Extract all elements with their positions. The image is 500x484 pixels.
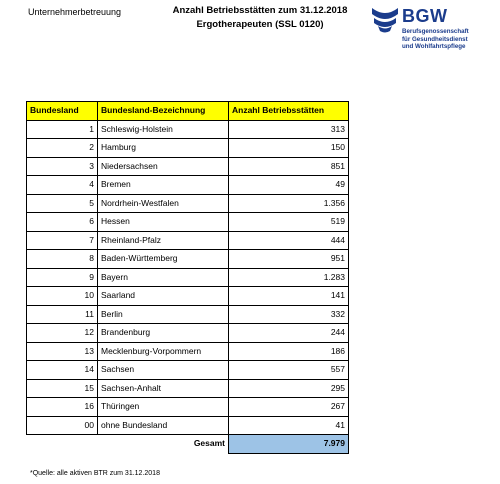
cell-nr: 8 bbox=[27, 250, 98, 269]
logo-name: BGW bbox=[402, 6, 448, 26]
cell-nr: 15 bbox=[27, 379, 98, 398]
total-spacer bbox=[27, 435, 98, 454]
cell-count: 951 bbox=[229, 250, 349, 269]
cell-count: 519 bbox=[229, 213, 349, 232]
cell-name: Hessen bbox=[98, 213, 229, 232]
logo-sub-line-2: für Gesundheitsdienst bbox=[402, 35, 468, 43]
cell-name: Niedersachsen bbox=[98, 157, 229, 176]
logo-subtitle bbox=[402, 28, 469, 51]
cell-count: 150 bbox=[229, 139, 349, 158]
bgw-emblem-icon bbox=[370, 4, 400, 34]
cell-count: 851 bbox=[229, 157, 349, 176]
cell-nr: 12 bbox=[27, 324, 98, 343]
betriebsstaetten-table bbox=[26, 101, 349, 454]
cell-name: Sachsen-Anhalt bbox=[98, 379, 229, 398]
cell-nr: 6 bbox=[27, 213, 98, 232]
bgw-logo bbox=[370, 4, 495, 56]
table-row bbox=[27, 231, 349, 250]
cell-name: ohne Bundesland bbox=[98, 416, 229, 435]
header-anzahl: Anzahl Betriebsstätten bbox=[229, 102, 349, 121]
footnote: *Quelle: alle aktiven BTR zum 31.12.2018 bbox=[30, 470, 160, 477]
header-bundesland: Bundesland bbox=[27, 102, 98, 121]
cell-nr: 11 bbox=[27, 305, 98, 324]
table-row bbox=[27, 139, 349, 158]
cell-count: 557 bbox=[229, 361, 349, 380]
table-row bbox=[27, 361, 349, 380]
cell-nr: 9 bbox=[27, 268, 98, 287]
cell-name: Berlin bbox=[98, 305, 229, 324]
cell-nr: 5 bbox=[27, 194, 98, 213]
cell-nr: 13 bbox=[27, 342, 98, 361]
table-row bbox=[27, 305, 349, 324]
cell-count: 444 bbox=[229, 231, 349, 250]
cell-nr: 1 bbox=[27, 120, 98, 139]
cell-count: 141 bbox=[229, 287, 349, 306]
table-row bbox=[27, 120, 349, 139]
table-row bbox=[27, 287, 349, 306]
cell-count: 295 bbox=[229, 379, 349, 398]
table-row bbox=[27, 176, 349, 195]
cell-count: 1.283 bbox=[229, 268, 349, 287]
cell-nr: 2 bbox=[27, 139, 98, 158]
table-row bbox=[27, 268, 349, 287]
cell-name: Brandenburg bbox=[98, 324, 229, 343]
table-row bbox=[27, 324, 349, 343]
cell-count: 1.356 bbox=[229, 194, 349, 213]
cell-name: Thüringen bbox=[98, 398, 229, 417]
title-line-2: Ergotherapeuten (SSL 0120) bbox=[196, 19, 324, 30]
table-row bbox=[27, 194, 349, 213]
logo-sub-line-1: Berufsgenossenschaft bbox=[402, 28, 469, 35]
table-row bbox=[27, 157, 349, 176]
cell-nr: 14 bbox=[27, 361, 98, 380]
cell-count: 49 bbox=[229, 176, 349, 195]
cell-count: 41 bbox=[229, 416, 349, 435]
cell-nr: 10 bbox=[27, 287, 98, 306]
cell-count: 313 bbox=[229, 120, 349, 139]
total-label: Gesamt bbox=[193, 438, 225, 449]
cell-name: Bremen bbox=[98, 176, 229, 195]
cell-name: Bayern bbox=[98, 268, 229, 287]
cell-name: Baden-Württemberg bbox=[98, 250, 229, 269]
cell-count: 186 bbox=[229, 342, 349, 361]
table-row bbox=[27, 213, 349, 232]
header-bezeichnung: Bundesland-Bezeichnung bbox=[98, 102, 229, 121]
logo-sub-line-3: und Wohlfahrtspflege bbox=[402, 43, 466, 50]
document-title bbox=[140, 4, 380, 32]
table-row bbox=[27, 342, 349, 361]
cell-count: 267 bbox=[229, 398, 349, 417]
cell-name: Rheinland-Pfalz bbox=[98, 231, 229, 250]
cell-nr: 00 bbox=[27, 416, 98, 435]
total-row bbox=[27, 435, 349, 454]
table-header-row bbox=[27, 102, 349, 121]
total-value: 7.979 bbox=[229, 435, 349, 454]
cell-nr: 16 bbox=[27, 398, 98, 417]
cell-nr: 4 bbox=[27, 176, 98, 195]
cell-name: Schleswig-Holstein bbox=[98, 120, 229, 139]
table-row bbox=[27, 379, 349, 398]
cell-nr: 3 bbox=[27, 157, 98, 176]
title-line-1: Anzahl Betriebsstätten zum 31.12.2018 bbox=[172, 5, 348, 16]
cell-name: Nordrhein-Westfalen bbox=[98, 194, 229, 213]
department-label: Unternehmerbetreuung bbox=[28, 7, 122, 17]
cell-name: Sachsen bbox=[98, 361, 229, 380]
cell-name: Hamburg bbox=[98, 139, 229, 158]
table-row bbox=[27, 416, 349, 435]
cell-nr: 7 bbox=[27, 231, 98, 250]
table-row bbox=[27, 250, 349, 269]
cell-name: Saarland bbox=[98, 287, 229, 306]
table-row bbox=[27, 398, 349, 417]
cell-count: 332 bbox=[229, 305, 349, 324]
cell-count: 244 bbox=[229, 324, 349, 343]
cell-name: Mecklenburg-Vorpommern bbox=[98, 342, 229, 361]
